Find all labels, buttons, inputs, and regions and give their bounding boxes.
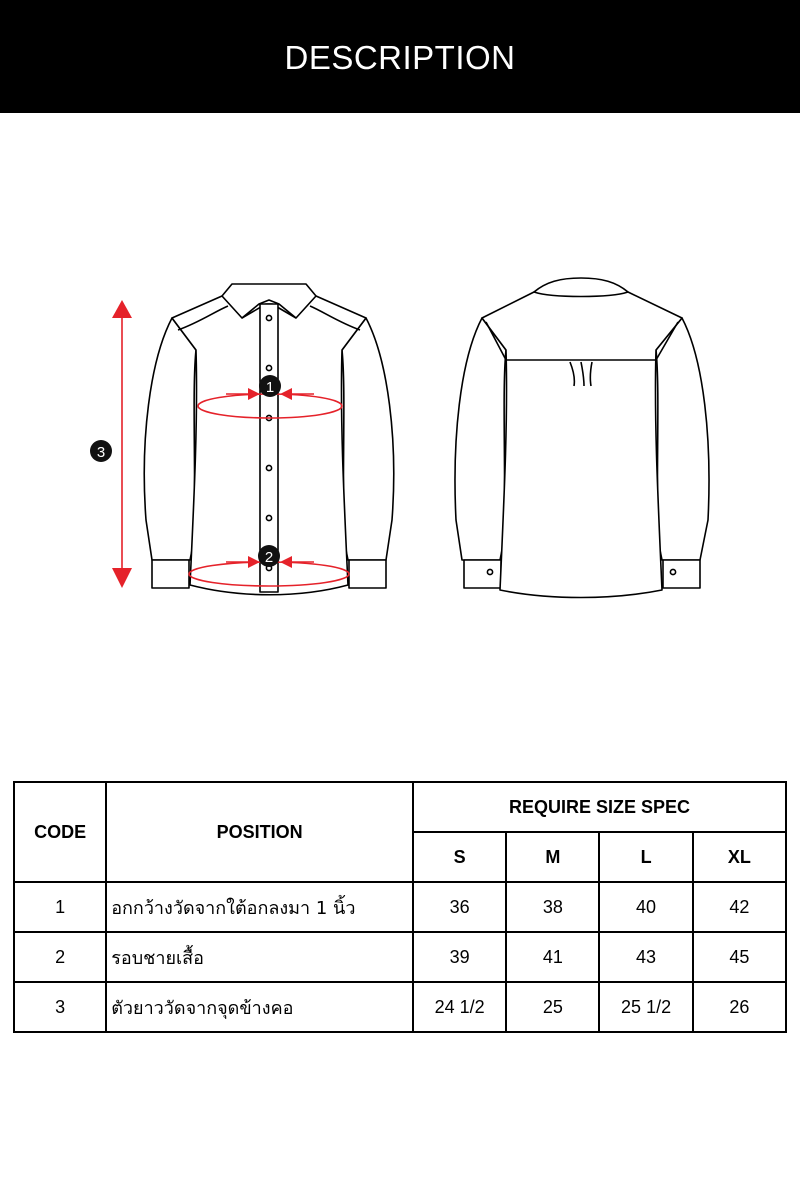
row-code: 1 [14,882,106,932]
back-body [482,292,682,598]
back-right-sleeve [656,318,709,560]
size-spec-table [13,781,787,1033]
marker-1-label: 1 [265,379,275,396]
size-xl: XL [693,832,786,882]
header-code: CODE [14,782,106,882]
right-cuff [349,560,386,588]
row-value: 42 [693,882,786,932]
row-value: 41 [506,932,599,982]
page-title: DESCRIPTION [284,38,516,76]
row-code: 3 [14,982,106,1032]
row-position: ตัวยาววัดจากจุดข้างคอ [106,982,413,1032]
row-value: 25 [506,982,599,1032]
size-s: S [413,832,506,882]
page-header [0,0,800,113]
left-cuff [152,560,189,588]
left-sleeve [144,318,196,560]
row-code: 2 [14,932,106,982]
row-position: อกกว้างวัดจากใต้อกลงมา 1 นิ้ว [106,882,413,932]
back-left-sleeve [455,318,506,560]
shirt-back-illustration [455,278,709,598]
row-value: 39 [413,932,506,982]
header-size-spec: REQUIRE SIZE SPEC [413,782,786,832]
table-row [14,982,786,1032]
size-l: L [599,832,692,882]
row-value: 24 1/2 [413,982,506,1032]
row-value: 36 [413,882,506,932]
marker-3-label: 3 [96,444,106,461]
row-value: 45 [693,932,786,982]
row-value: 40 [599,882,692,932]
table-row [14,882,786,932]
header-position: POSITION [106,782,413,882]
marker-2-label: 2 [264,549,274,566]
shirt-diagram [0,240,800,620]
size-m: M [506,832,599,882]
row-value: 43 [599,932,692,982]
row-value: 25 1/2 [599,982,692,1032]
table-header-row [14,782,786,832]
row-value: 26 [693,982,786,1032]
row-value: 38 [506,882,599,932]
back-collar [534,278,628,297]
table-row [14,932,786,982]
right-sleeve [342,318,394,560]
row-position: รอบชายเสื้อ [106,932,413,982]
